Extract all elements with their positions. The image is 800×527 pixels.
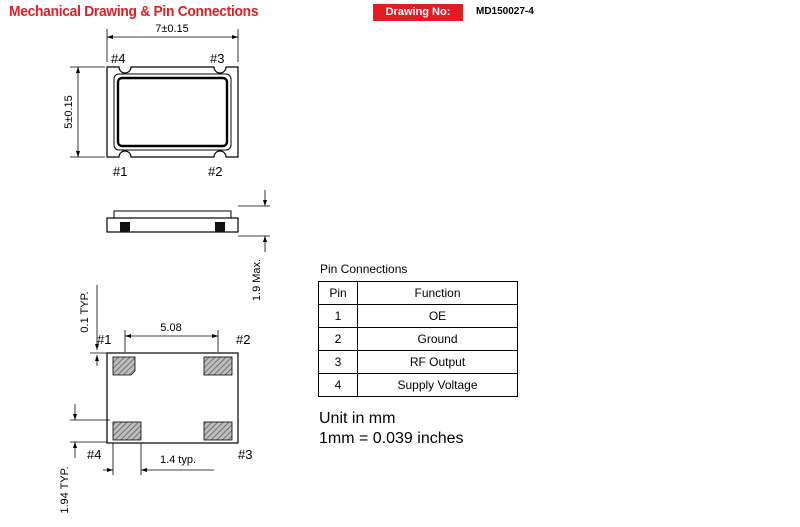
bottom-offset-dimension: 0.1 TYP. bbox=[79, 291, 91, 333]
bottom-pad-width-dimension: 1.4 typ. bbox=[159, 454, 197, 466]
table-header-row bbox=[319, 282, 518, 305]
header-function: Function bbox=[358, 282, 518, 305]
pin-connections-title: Pin Connections bbox=[320, 262, 408, 276]
pin-cell: 4 bbox=[319, 374, 358, 397]
function-cell: Supply Voltage bbox=[358, 374, 518, 397]
header-pin: Pin bbox=[319, 282, 358, 305]
top-pin1-label: #1 bbox=[113, 164, 128, 179]
top-pin2-label: #2 bbox=[208, 164, 223, 179]
bottom-pin3-label: #3 bbox=[238, 447, 253, 462]
unit-conversion-note: 1mm = 0.039 inches bbox=[319, 430, 464, 447]
bottom-pin2-label: #2 bbox=[236, 332, 251, 347]
page-title: Mechanical Drawing & Pin Connections bbox=[9, 3, 259, 20]
top-height-dimension: 5±0.15 bbox=[63, 95, 75, 129]
side-height-dimension: 1.9 Max. bbox=[251, 258, 263, 302]
bottom-pad-height-dimension: 1.94 TYP. bbox=[59, 466, 71, 514]
bottom-pitch-dimension: 5.08 bbox=[160, 322, 182, 334]
drawing-number-label: Drawing No: bbox=[373, 4, 463, 21]
pin-cell: 2 bbox=[319, 328, 358, 351]
function-cell: Ground bbox=[358, 328, 518, 351]
table-row bbox=[319, 328, 518, 351]
side-view bbox=[107, 190, 270, 301]
table-row bbox=[319, 305, 518, 328]
table-row bbox=[319, 374, 518, 397]
top-view bbox=[63, 23, 238, 179]
pin-connections-table bbox=[318, 281, 518, 397]
top-pin4-label: #4 bbox=[111, 51, 126, 66]
pin-cell: 3 bbox=[319, 351, 358, 374]
unit-note: Unit in mm bbox=[319, 410, 396, 427]
table-row bbox=[319, 351, 518, 374]
pin-cell: 1 bbox=[319, 305, 358, 328]
bottom-pin4-label: #4 bbox=[87, 447, 102, 462]
bottom-pin1-label: #1 bbox=[97, 332, 112, 347]
top-width-dimension: 7±0.15 bbox=[155, 23, 189, 35]
function-cell: OE bbox=[358, 305, 518, 328]
bottom-view bbox=[59, 285, 252, 514]
drawing-number-value: MD150027-4 bbox=[476, 6, 534, 17]
top-pin3-label: #3 bbox=[210, 51, 225, 66]
function-cell: RF Output bbox=[358, 351, 518, 374]
